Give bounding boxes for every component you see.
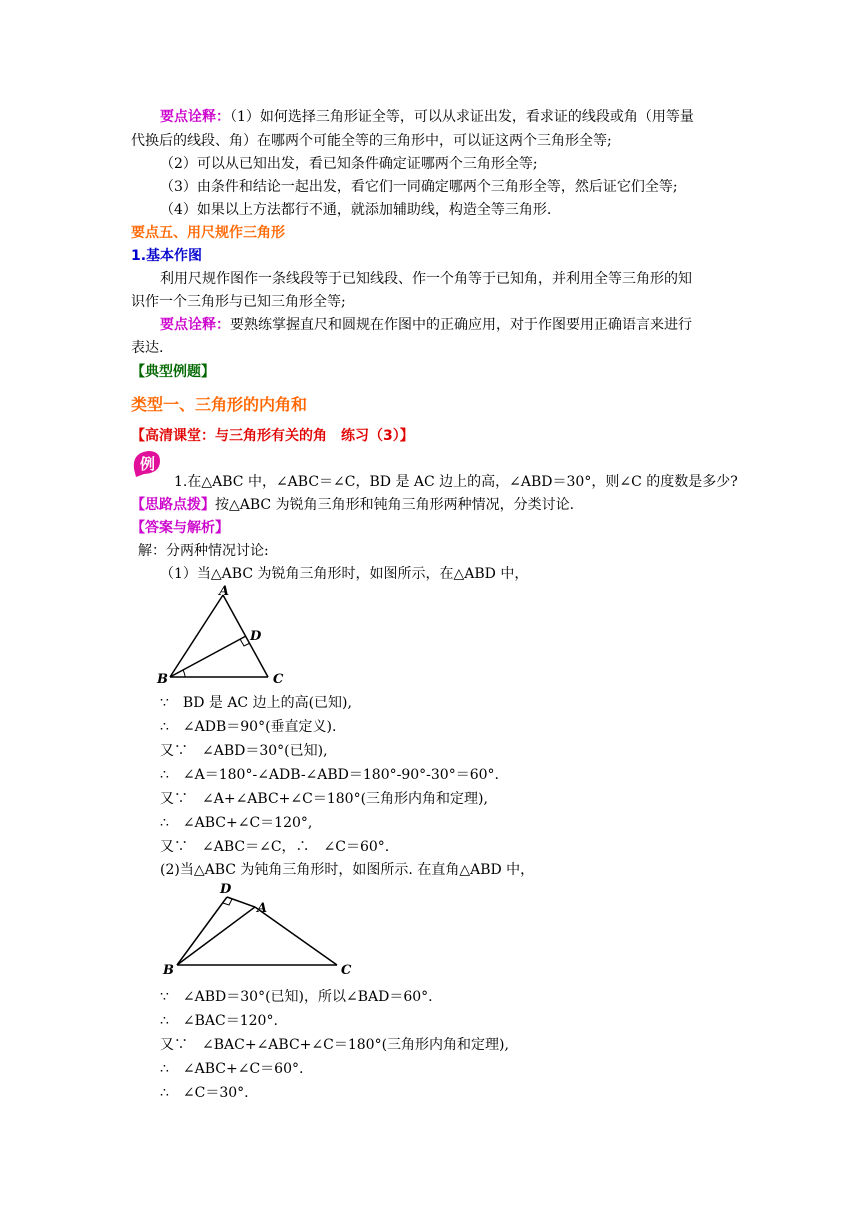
case1-step-6: ∴ ∠ABC+∠C＝120°, [160, 815, 313, 831]
section5-subtitle: 1.基本作图 [131, 248, 203, 264]
case2-step-3: 又∵ ∠BAC+∠ABC+∠C＝180°(三角形内角和定理), [160, 1037, 509, 1053]
case1-intro: （1）当△ABC 为锐角三角形时，如图所示，在△ABD 中， [160, 566, 529, 582]
fig1-angle-arc [183, 670, 185, 677]
type1-heading: 类型一、三角形的内角和 [131, 395, 308, 414]
case1-step-1: ∵ BD 是 AC 边上的高(已知), [160, 695, 352, 711]
case1-step-3: 又∵ ∠ABD＝30°(已知), [160, 743, 328, 759]
note1-text2: 代换后的线段、角）在哪两个可能全等的三角形中，可以证这两个三角形全等; [131, 133, 612, 149]
fig1-altitude-bd [170, 636, 246, 677]
note1-text1: （1）如何选择三角形证全等，可以从求证出发，看求证的线段或角（用等量 [230, 109, 694, 125]
fig2-side-da [227, 897, 255, 907]
section5-note-line1 [160, 314, 692, 336]
case1-step-4: ∴ ∠A＝180°-∠ADB-∠ABD＝180°-90°-30°＝60°. [160, 767, 499, 783]
case1-step-5: 又∵ ∠A+∠ABC+∠C＝180°(三角形内角和定理), [160, 791, 488, 807]
section5-title: 要点五、用尺规作三角形 [131, 225, 285, 241]
video-lesson-heading: 【高清课堂：与三角形有关的角 练习（3）】 [131, 428, 414, 444]
note1-item2: （2）可以从已知出发，看已知条件确定证哪两个三角形全等; [160, 156, 538, 172]
section5-p2: 识作一个三角形与已知三角形全等; [131, 294, 346, 310]
fig1-label-b: B [157, 672, 168, 687]
example-question: 1.在△ABC 中，∠ABC＝∠C，BD 是 AC 边上的高，∠ABD＝30°，则∠C 的度数是多少? [174, 474, 738, 490]
note1-item4: （4）如果以上方法都行不通，就添加辅助线，构造全等三角形. [160, 202, 552, 218]
answer-label: 【答案与解析】 [131, 520, 229, 536]
example-badge-text: 例 [140, 455, 156, 473]
section5-note-text1: 要熟练掌握直尺和圆规在作图中的正确应用，对于作图要用正确语言来进行 [230, 317, 692, 333]
case2-step-2: ∴ ∠BAC＝120°. [160, 1013, 278, 1029]
section5-p1: 利用尺规作图作一条线段等于已知线段、作一个角等于已知角，并利用全等三角形的知 [160, 271, 692, 287]
case2-step-5: ∴ ∠C＝30°. [160, 1085, 249, 1101]
case1-step-2: ∴ ∠ADB＝90°(垂直定义). [160, 719, 337, 735]
fig1-label-c: C [273, 672, 284, 687]
fig1-label-a: A [219, 585, 230, 599]
example-badge-icon [130, 447, 164, 477]
fig1-side-ab [170, 595, 223, 677]
fig2-label-c: C [341, 963, 352, 978]
hint-line [131, 494, 574, 516]
section5-note-text2: 表达. [131, 340, 164, 356]
solution-intro: 解：分两种情况讨论: [138, 543, 269, 559]
case1-step-7: 又∵ ∠ABC＝∠C，∴ ∠C＝60°. [160, 839, 390, 855]
fig2-label-b: B [163, 963, 174, 978]
section5-note-label: 要点诠释： [160, 317, 230, 333]
case2-intro: (2)当△ABC 为钝角三角形时，如图所示. 在直角△ABD 中， [160, 862, 535, 878]
case2-step-1: ∵ ∠ABD＝30°(已知)，所以∠BAD＝60°. [160, 989, 433, 1005]
hint-text: 按△ABC 为锐角三角形和钝角三角形两种情况，分类讨论. [215, 497, 575, 513]
note1-line1 [160, 106, 694, 128]
fig2-label-a: A [257, 901, 268, 916]
fig1-label-d: D [250, 629, 262, 644]
note1-label: 要点诠释： [160, 109, 230, 125]
figure-acute-triangle [155, 585, 295, 690]
fig2-side-ab [177, 907, 255, 965]
case2-step-4: ∴ ∠ABC+∠C＝60°. [160, 1061, 304, 1077]
fig2-side-bd [177, 897, 227, 965]
typical-examples-heading: 【典型例题】 [131, 364, 215, 380]
figure-obtuse-triangle [155, 880, 360, 980]
fig2-side-ac [255, 907, 337, 965]
hint-label: 【思路点拨】 [131, 497, 215, 513]
note1-item3: （3）由条件和结论一起出发，看它们一同确定哪两个三角形全等，然后证它们全等; [160, 179, 678, 195]
fig2-label-d: D [220, 882, 232, 897]
